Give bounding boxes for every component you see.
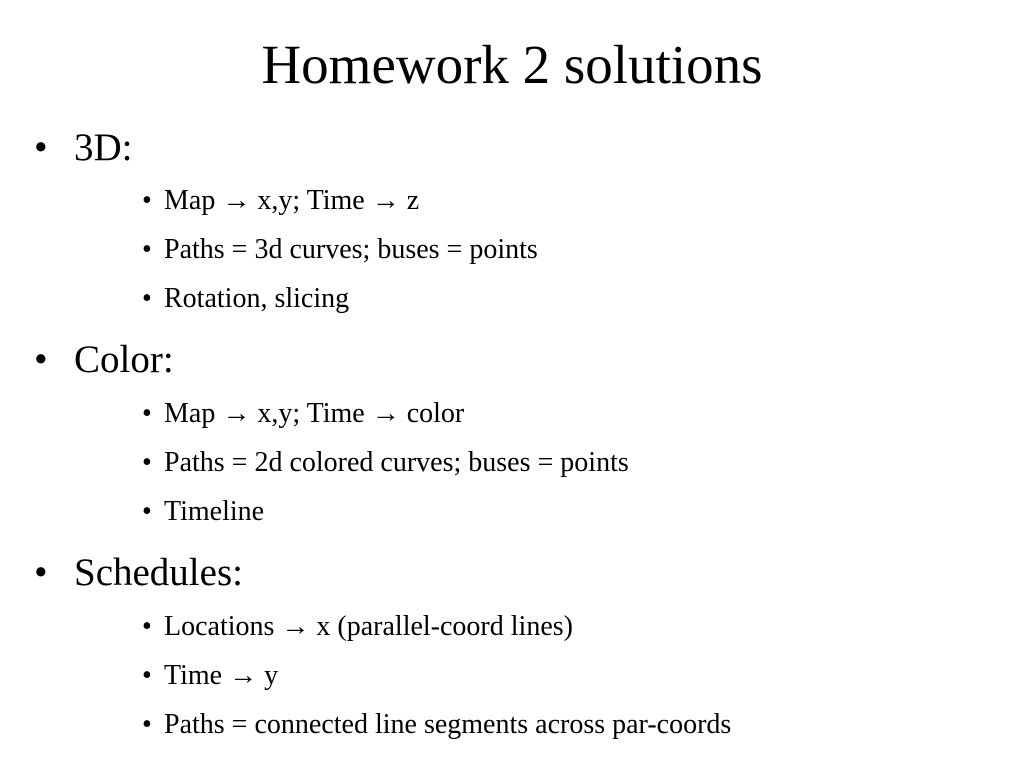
bullet-icon: •: [142, 447, 152, 478]
list-item-label: Rotation, slicing: [164, 283, 350, 314]
bullet-icon: •: [142, 234, 152, 265]
bullet-icon: •: [34, 551, 48, 594]
list-item-label: Timeline: [164, 496, 265, 527]
list-item-label: Paths = connected line segments across par-coords: [164, 709, 732, 740]
bullet-icon: •: [142, 496, 152, 527]
bullet-icon: •: [142, 398, 152, 429]
list-item-label: Map → x,y; Time → color: [164, 398, 465, 429]
list-item-label: Paths = 2d colored curves; buses = points: [164, 447, 629, 478]
bullet-icon: •: [142, 185, 152, 216]
bullet-icon: •: [34, 126, 48, 169]
slide-title: Homework 2 solutions: [261, 34, 763, 95]
section-heading-label: Schedules:: [74, 551, 243, 594]
bullet-icon: •: [142, 611, 152, 642]
list-item-label: Locations → x (parallel-coord lines): [164, 611, 573, 642]
list-item-label: Map → x,y; Time → z: [164, 185, 420, 216]
section-heading-label: Color:: [74, 338, 174, 381]
bullet-icon: •: [34, 338, 48, 381]
bullet-icon: •: [142, 709, 152, 740]
list-item-label: Time → y: [164, 660, 279, 691]
bullet-icon: •: [142, 283, 152, 314]
bullet-icon: •: [142, 660, 152, 691]
list-item-label: Paths = 3d curves; buses = points: [164, 234, 538, 265]
section-heading-label: 3D:: [74, 126, 133, 169]
